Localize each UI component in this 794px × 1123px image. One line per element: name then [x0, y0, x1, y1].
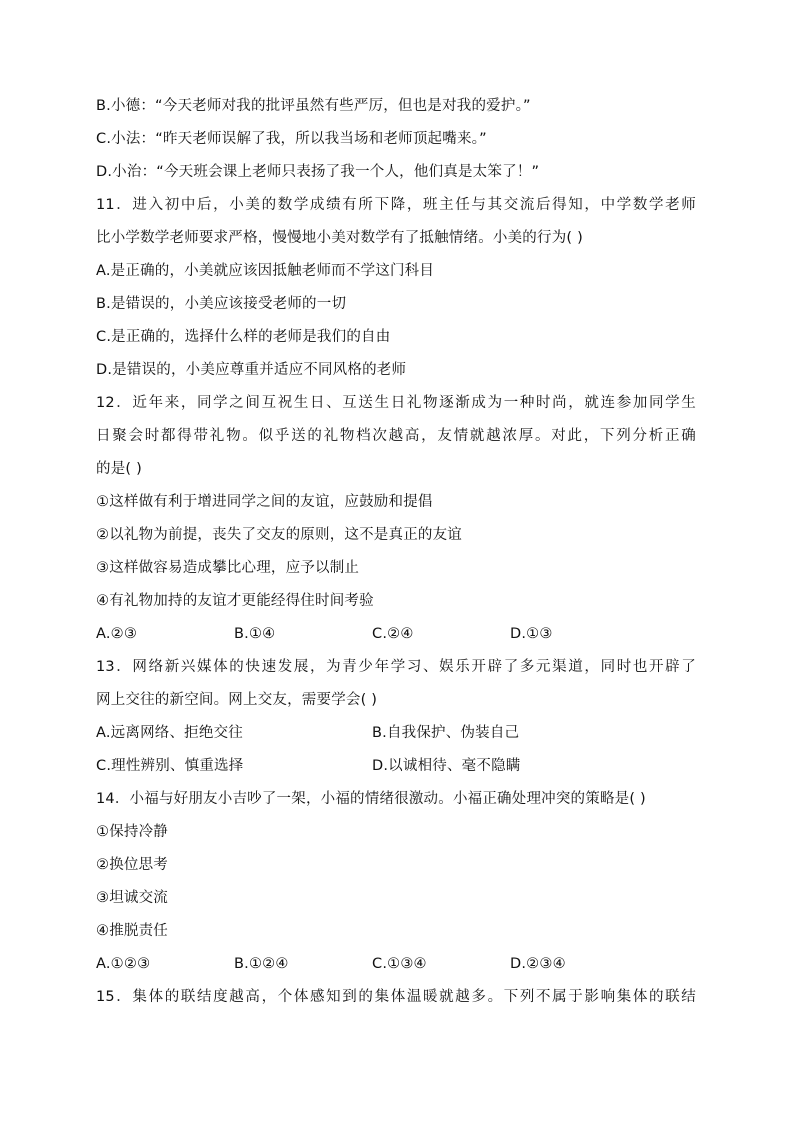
q14-item-4: ④推脱责任 [96, 923, 168, 939]
q13-options-row-1 [96, 717, 696, 750]
q12-option-d: D.①③ [510, 626, 553, 642]
q12-option-c: C.②④ [372, 626, 414, 642]
q10-option-b: B.小德：“今天老师对我的批评虽然有些严厉，但也是对我的爱护。” [96, 98, 531, 114]
q10-option-c: C.小法：“昨天老师误解了我，所以我当场和老师顶起嘴来。” [96, 131, 487, 147]
q12-item-1: ①这样做有利于增进同学之间的友谊，应鼓励和提倡 [96, 494, 433, 510]
q11-stem-line1: 11．进入初中后，小美的数学成绩有所下降，班主任与其交流后得知，中学数学老师 [96, 197, 696, 213]
q14-item-2: ②换位思考 [96, 857, 168, 873]
q12-stem-line2: 日聚会时都得带礼物。似乎送的礼物档次越高，友情就越浓厚。对此，下列分析正确 [96, 428, 696, 444]
q12-options-row [96, 618, 696, 651]
q14-option-b: B.①②④ [234, 956, 289, 972]
q14-item-1: ①保持冷静 [96, 824, 168, 840]
q14-options-row [96, 948, 696, 981]
q13-stem-line2: 网上交往的新空间。网上交友，需要学会( ) [96, 692, 378, 708]
q12-item-3: ③这样做容易造成攀比心理，应予以制止 [96, 560, 360, 576]
q13-option-b: B.自我保护、伪装自己 [372, 725, 520, 741]
q14-option-c: C.①③④ [372, 956, 427, 972]
q10-option-d: D.小治：“今天班会课上老师只表扬了我一个人，他们真是太笨了！” [96, 164, 540, 180]
q12-stem-line1: 12．近年来，同学之间互祝生日、互送生日礼物逐渐成为一种时尚，就连参加同学生 [96, 395, 696, 411]
q13-option-d: D.以诚相待、毫不隐瞒 [372, 758, 521, 774]
q14-item-3: ③坦诚交流 [96, 890, 168, 906]
q12-option-b: B.①④ [234, 626, 276, 642]
q11-option-c: C.是正确的，选择什么样的老师是我们的自由 [96, 329, 391, 345]
q13-option-a: A.远离网络、拒绝交往 [96, 725, 243, 741]
q11-option-a: A.是正确的，小美就应该因抵触老师而不学这门科目 [96, 263, 435, 279]
q12-item-2: ②以礼物为前提，丧失了交友的原则，这不是真正的友谊 [96, 527, 462, 543]
q12-option-a: A.②③ [96, 626, 138, 642]
q15-stem-line1: 15．集体的联结度越高，个体感知到的集体温暖就越多。下列不属于影响集体的联结 [96, 989, 696, 1005]
q11-option-b: B.是错误的，小美应该接受老师的一切 [96, 296, 347, 312]
q11-option-d: D.是错误的，小美应尊重并适应不同风格的老师 [96, 362, 407, 378]
q13-options-row-2 [96, 750, 696, 783]
q14-stem-line1: 14．小福与好朋友小吉吵了一架，小福的情绪很激动。小福正确处理冲突的策略是( ) [96, 791, 646, 807]
q12-stem-line3: 的是( ) [96, 461, 142, 477]
q13-stem-line1: 13．网络新兴媒体的快速发展，为青少年学习、娱乐开辟了多元渠道，同时也开辟了 [96, 659, 696, 675]
q11-stem-line2: 比小学数学老师要求严格，慢慢地小美对数学有了抵触情绪。小美的行为( ) [96, 230, 583, 246]
q14-option-a: A.①②③ [96, 956, 151, 972]
q12-item-4: ④有礼物加持的友谊才更能经得住时间考验 [96, 593, 374, 609]
q13-option-c: C.理性辨别、慎重选择 [96, 758, 244, 774]
q14-option-d: D.②③④ [510, 956, 566, 972]
exam-page [96, 90, 696, 1014]
